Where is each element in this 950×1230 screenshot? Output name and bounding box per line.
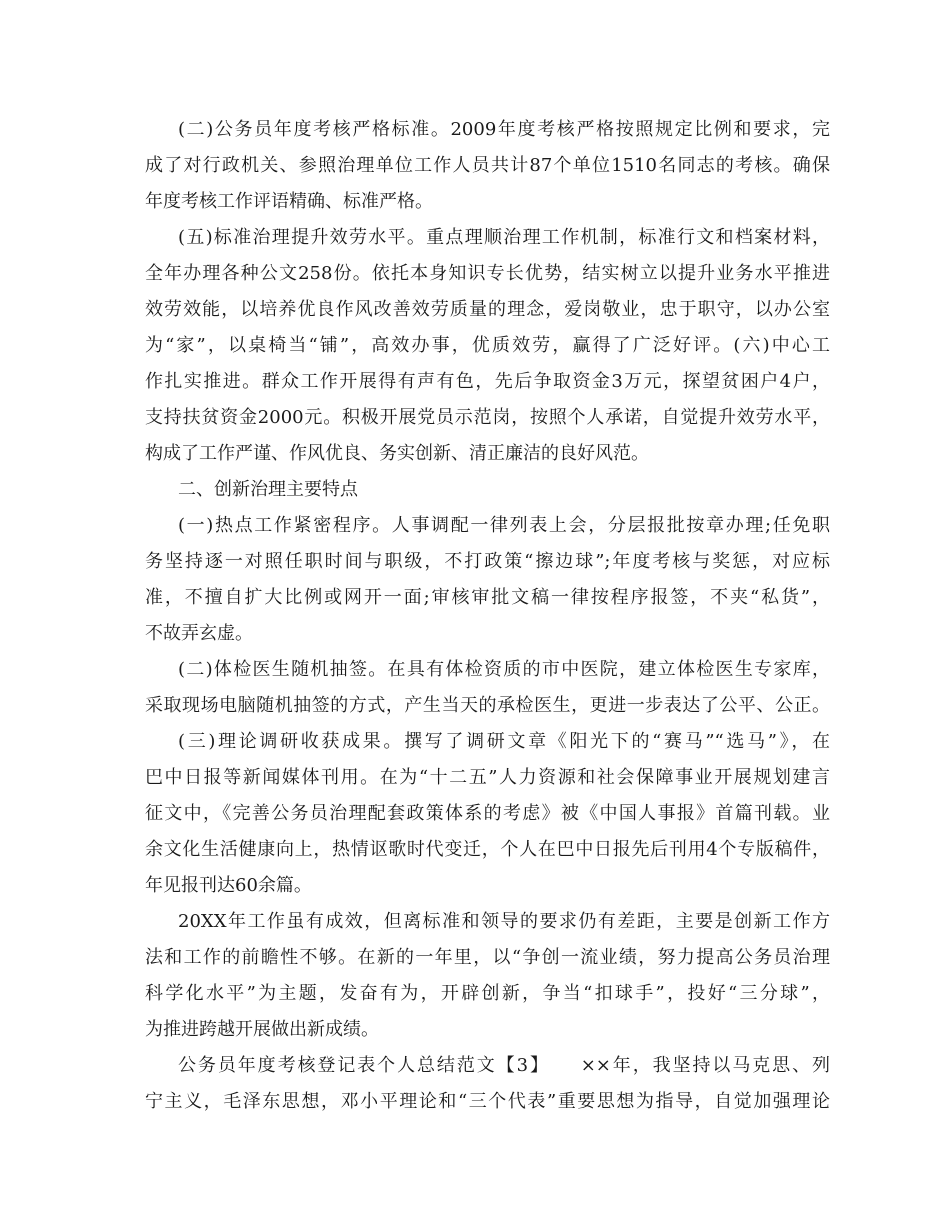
text-line: 征文中，《完善公务员治理配套政策体系的考虑》被《中国人事报》首篇刊载。业	[145, 803, 830, 824]
text-line: 法和工作的前瞻性不够。在新的一年里，以“争创一流业绩，努力提高公务员治理	[145, 947, 830, 968]
text-line: 全年办理各种公文258份。依托本身知识专长优势，结实树立以提升业务水平推进	[145, 263, 830, 284]
text-line: 成了对行政机关、参照治理单位工作人员共计87个单位1510名同志的考核。确保	[145, 155, 830, 176]
text-line: 构成了工作严谨、作风优良、务实创新、清正廉洁的良好风范。	[145, 443, 649, 464]
text-line: 年见报刊达60余篇。	[145, 875, 312, 896]
text-line: 采取现场电脑随机抽签的方式，产生当天的承检医生，更进一步表达了公平、公正。	[145, 695, 830, 716]
text-line: 务坚持逐一对照任职时间与职级，不打政策“擦边球”;年度考核与奖惩，对应标	[145, 551, 830, 572]
text-line: (二)公务员年度考核严格标准。2009年度考核严格按照规定比例和要求，完	[178, 119, 830, 140]
text-line: 20XX年工作虽有成效，但离标准和领导的要求仍有差距，主要是创新工作方	[178, 911, 830, 932]
text-line: 巴中日报等新闻媒体刊用。在为“十二五”人力资源和社会保障事业开展规划建言	[145, 767, 830, 788]
text-line: (一)热点工作紧密程序。人事调配一律列表上会，分层报批按章办理;任免职	[178, 515, 830, 536]
text-line: 作扎实推进。群众工作开展得有声有色，先后争取资金3万元，探望贫困户4户，	[145, 371, 830, 392]
text-line: (二)体检医生随机抽签。在具有体检资质的市中医院，建立体检医生专家库，	[178, 659, 830, 680]
text-line: (五)标准治理提升效劳水平。重点理顺治理工作机制，标准行文和档案材料，	[178, 227, 830, 248]
text-line: 效劳效能，以培养优良作风改善效劳质量的理念，爱岗敬业，忠于职守，以办公室	[145, 299, 830, 320]
text-line: 不故弄玄虚。	[145, 623, 253, 644]
text-line: 准，不擅自扩大比例或网开一面;审核审批文稿一律按程序报签，不夹“私货”，	[145, 587, 830, 608]
text-line: 年度考核工作评语精确、标准严格。	[145, 191, 433, 212]
text-line: 科学化水平”为主题，发奋有为，开辟创新，争当“扣球手”，投好“三分球”，	[145, 983, 830, 1004]
section-heading: 二、创新治理主要特点	[178, 479, 358, 500]
text-line: 余文化生活健康向上，热情讴歌时代变迁，个人在巴中日报先后刊用4个专版稿件，	[145, 839, 830, 860]
text-line: 为推进跨越开展做出新成绩。	[145, 1019, 379, 1040]
text-line: (三)理论调研收获成果。撰写了调研文章《阳光下的“赛马”“选马”》，在	[178, 731, 830, 752]
text-line: 为“家”，以桌椅当“铺”，高效办事，优质效劳，赢得了广泛好评。(六)中心工	[145, 335, 830, 356]
text-line: 支持扶贫资金2000元。积极开展党员示范岗，按照个人承诺，自觉提升效劳水平，	[145, 407, 830, 428]
text-line: 公务员年度考核登记表个人总结范文【3】 ××年，我坚持以马克思、列	[178, 1055, 830, 1076]
text-line: 宁主义，毛泽东思想，邓小平理论和“三个代表”重要思想为指导，自觉加强理论	[145, 1091, 830, 1112]
